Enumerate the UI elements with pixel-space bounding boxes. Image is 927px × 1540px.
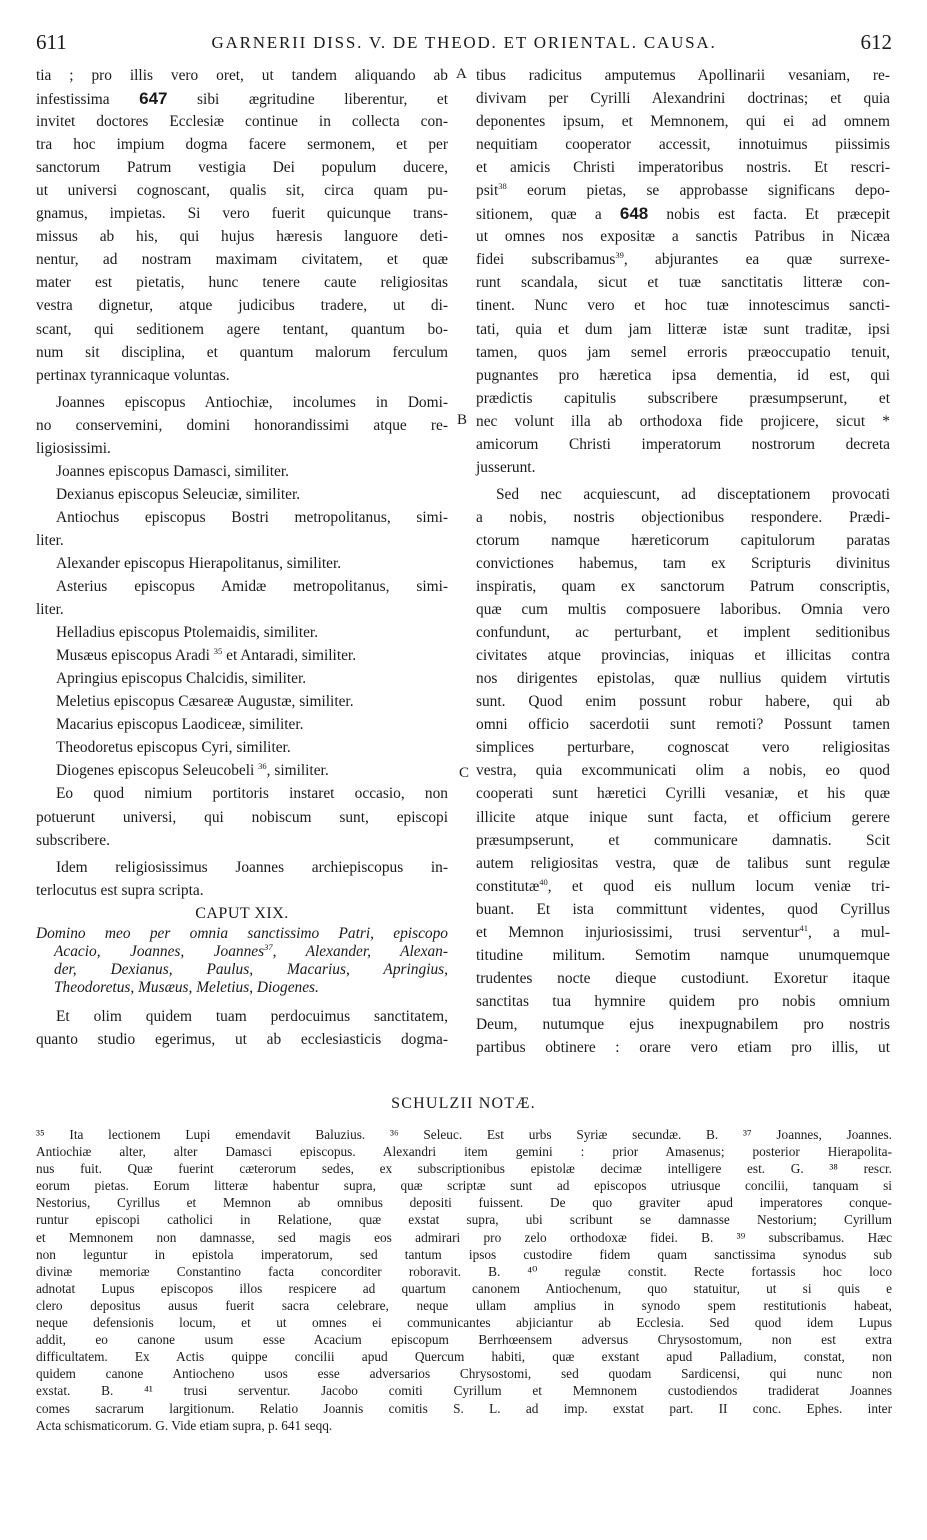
text-line: gnamus, impietas. Si vero fuerit quicunque trans- <box>36 205 448 223</box>
running-title: GARNERII DISS. V. DE THEOD. ET ORIENTAL. CAUSA. <box>211 33 717 52</box>
text-line: confundunt, ac perturbant, et implent seditionibus <box>476 624 890 642</box>
footnote-line: Acta schismaticorum. G. Vide etiam supra, p. 641 seqq. <box>36 1417 333 1433</box>
text-line: fidei subscribamus$^{39}$, abjurantes ea quæ surrexe- <box>476 250 890 269</box>
text-line: deponentes ipsum, et Memnonem, qui ei ad omnem <box>476 113 890 131</box>
margin-letter-a: A <box>456 66 467 82</box>
footnote-line: ³⁵ Ita lectionem Lupi emendavit Baluzius. ³⁶ Seleuc. Est urbs Syriæ secundæ. B. ³⁷ Joannes, Joannes. <box>36 1127 892 1142</box>
footnote-line: eorum pietas. Eorum litteræ habentur supra, quæ scriptæ sunt ad episcopos utriusque concilii, tanquam si <box>36 1178 892 1194</box>
text-line: divivam per Cyrilli Alexandrini doctrinas; et quia <box>476 90 890 108</box>
text-line: amicorum Christi imperatorum nostrorum decreta <box>476 435 890 453</box>
footnotes <box>36 1126 892 1434</box>
text-line: no conservemini, domini honorandissimi atque re- <box>36 416 448 434</box>
text-line: psit$^{38}$ eorum pietas, se approbasse significans depo- <box>476 181 890 200</box>
page-number-right: 612 <box>860 30 892 54</box>
footnote-ref: 37 <box>264 941 273 952</box>
text-line: autem religiositas vestra, quæ de talibus sunt regulæ <box>476 854 890 872</box>
text-line: jusserunt. <box>476 458 536 476</box>
footnote-ref: 41 <box>799 922 808 933</box>
text-line: buant. Et ista committunt videntes, quod Cyrillus <box>476 900 890 918</box>
text-line: missus ab his, qui hujus hæresis languore deti- <box>36 228 448 246</box>
column-number: 647 <box>139 89 168 109</box>
text-line: sanctorum Patrum vestigia Dei populum ducere, <box>36 159 448 177</box>
text-line: constitutæ$^{40}$, et quod eis nullum locum veniæ tri- <box>476 876 890 895</box>
signature-line: Antiochus episcopus Bostri metropolitanus, simi- <box>56 508 448 526</box>
footnote-line: runtur episcopi catholici in Relatione, quæ exstat supra, ubi scribunt se damnasse Nestorium; Cyrillum <box>36 1212 892 1228</box>
signature-line: Dexianus episcopus Seleuciæ, similiter. <box>56 485 301 503</box>
column-number: 648 <box>619 204 649 224</box>
left-column <box>36 64 448 1051</box>
text-line: sitionem, quæ a 648 nobis est facta. Et præcepit <box>476 204 890 224</box>
margin-letter-c: C <box>459 765 470 781</box>
signature-line: Apringius episcopus Chalcidis, similiter. <box>56 670 307 688</box>
footnote-line: adnotat Lupus episcopos illos respicere ad quartum canonem Antiochenum, quo statuitur, ut si quis e <box>36 1280 892 1296</box>
text-line: terlocutus est supra scripta. <box>36 881 204 899</box>
text-line: tati, quia et dum jam litteræ istæ sunt traditæ, ipsi <box>476 320 890 338</box>
footnote-line: et Memnonem non damnasse, sed magis eos admirari pro zelo orthodoxæ fidei. B. ³⁹ subscribamus. Hæc <box>36 1229 892 1245</box>
text-line: Domino meo per omnia sanctissimo Patri, episcopo <box>36 924 448 942</box>
text-line: tra hoc impium dogma facere sermonem, et per <box>36 136 448 154</box>
signature-line: Musæus episcopus Aradi $^{35}$ et Antaradi, similiter. <box>56 646 357 665</box>
text-line: vestra, quia excommunicati olim a nobis, eo quod <box>476 762 890 780</box>
right-column <box>476 64 890 1059</box>
text-line: illicite atque inique sunt facta, et officium gerere <box>476 808 890 826</box>
text-line: civitates atque provincias, iniquas et illicitas contra <box>476 647 890 665</box>
text-line: ctorum namque hæreticorum capitulorum paratas <box>476 531 890 549</box>
footnote-line: difficultatem. Ex Actis quippe concilii apud Quercum habiti, quæ exstant apud Palladium, constat, non <box>36 1349 892 1365</box>
text-line: partibus obtinere : orare vero etiam pro illis, ut <box>476 1038 890 1056</box>
text-line: sanctitas tua hymnire quidem pro nobis omnium <box>476 992 890 1010</box>
address-block <box>36 925 448 997</box>
text-line: pertinax tyrannicaque voluntas. <box>36 366 230 384</box>
text-line: ut universi cognoscant, qualis sit, circa quam pu- <box>36 182 448 200</box>
text-line: simplices perturbare, cognoscat vero religiositas <box>476 739 890 757</box>
footnote-line: quidem canone Antiocheno usos esse adversarios Chrysostomi, sed quodam Sardicensi, qui nunc non <box>36 1366 892 1382</box>
signature-line: Theodoretus episcopus Cyri, similiter. <box>56 739 291 757</box>
text-line: convictiones habemus, tam ex Scripturis divinitus <box>476 554 890 572</box>
page-number-left: 611 <box>36 30 67 54</box>
footnote-line: non leguntur in epistola imperatorum, sed tantum ipsos custodire fidem quam sanctissima synodus sub <box>36 1246 892 1262</box>
text-line: quanto studio egerimus, ut ab ecclesiasticis dogma- <box>36 1030 448 1048</box>
text-line: Theodoretus, Musæus, Meletius, Diogenes. <box>54 978 319 996</box>
text-line: tinent. Nunc vero et hoc tuæ innotescimus sancti- <box>476 297 890 315</box>
footnote-ref: 36 <box>258 761 267 772</box>
text-line: inspiratis, quam ex sanctorum Patrum conscriptis, <box>476 578 890 596</box>
margin-letter-b: B <box>457 412 468 428</box>
text-line: invitet doctores Ecclesiæ continue in collecta con- <box>36 113 448 131</box>
text-line: tamen, quos jam semel erroris præoccupatio tenuit, <box>476 343 890 361</box>
text-line: trudentes nocte dieque custodiunt. Exoretur itaque <box>476 969 890 987</box>
text-line: nequitiam cooperator accessit, innotuimus piissimis <box>476 136 890 154</box>
text-line: et Memnon injuriosissimi, trusi serventur$^{41}$, a mul- <box>476 922 890 941</box>
footnote-ref: 38 <box>498 181 507 192</box>
signature-line: liter. <box>36 531 64 549</box>
text-line: a nobis, nostris objectionibus respondere. Prædi- <box>476 508 890 526</box>
footnote-line: divinæ memoriæ Constantino facta concorditer roboravit. B. ⁴⁰ regulæ constit. Recte fortassis hoc loco <box>36 1263 892 1279</box>
footnote-line: comes sacrarum largitionum. Relatio Joannis comitis S. L. ad imp. exstat part. II conc. Ephes. inter <box>36 1400 892 1416</box>
text-line: nos dirigentes epistolas, quæ nullius quidem virtutis <box>476 670 890 688</box>
text-line: prædictis capitulis subscribere præsumpserunt, et <box>476 389 890 407</box>
signature-line: Diogenes episcopus Seleucobeli $^{36}$, similiter. <box>56 761 329 780</box>
text-line: num sit disciplina, et quantum malorum ferculum <box>36 343 448 361</box>
footnote-ref: 35 <box>213 646 223 657</box>
text-line: Acacio, Joannes, Joannes$^{37}$, Alexander, Alexan- <box>54 941 448 960</box>
signature-line: Asterius episcopus Amidæ metropolitanus, simi- <box>56 578 448 596</box>
text-line: potuerunt universi, qui nobiscum sunt, episcopi <box>36 808 448 826</box>
text-line: Sed nec acquiescunt, ad disceptationem provocati <box>496 485 890 503</box>
text-line: tibus radicitus amputemus Apollinarii vesaniam, re- <box>476 67 890 84</box>
footnote-line: addit, eo canone usum esse Acacium episcopum Berrhœensem adversus Chrysostomum, non est extra <box>36 1332 892 1348</box>
text-line: sunt. Quod enim possunt robur habere, qui ab <box>476 693 890 711</box>
text-line: Joannes episcopus Antiochiæ, incolumes in Domi- <box>56 393 448 411</box>
footnote-line: clero depositus ausus fuerit sacra celebrare, neque ullam amplius in synodo spem restitutionis habeat, <box>36 1297 892 1313</box>
text-line: nentur, ad nostram maximam civitatem, et quæ <box>36 251 448 269</box>
text-line: titudine militum. Semotim namque unumquemque <box>476 946 890 964</box>
footnote-line: Nestorius, Cyrillus et Memnon ab omnibus depositi fuissent. De quo graviter apud imperatores conque- <box>36 1195 892 1211</box>
text-line: mater est pietatis, hunc tenere caute religiositas <box>36 274 448 292</box>
text-line: præsumpserunt, et communicare damnatis. Scit <box>476 831 890 849</box>
chapter-heading: CAPUT XIX. <box>195 904 289 922</box>
signature-line: Alexander episcopus Hierapolitanus, similiter. <box>56 554 342 572</box>
text-line: Deum, nutumque ejus inexpugnabilem pro nostris <box>476 1015 890 1033</box>
text-line: nec volunt illa ab orthodoxa fide projicere, sicut * <box>476 412 890 430</box>
text-line: Idem religiosissimus Joannes archiepiscopus in- <box>56 858 448 876</box>
text-line: pugnantes pro hæretica ipsa dementia, id est, qui <box>476 366 890 384</box>
footnote-ref: 40 <box>539 876 548 887</box>
footnote-line: nus fuit. Quæ fuerint cæterorum sedes, ex subscriptionibus epistolæ decimæ intelligere est. G. ³⁸ rescr. <box>36 1161 892 1177</box>
footnote-line: neque defensionis locum, et ut omnes ei communicantes abjiciantur ab Ecclesia. Sed quod idem Lupus <box>36 1315 892 1331</box>
signature-line: Helladius episcopus Ptolemaidis, similiter. <box>56 624 319 642</box>
signature-line: Macarius episcopus Laodiceæ, similiter. <box>56 716 304 734</box>
text-line: runt scandala, sicut et tuæ sanctitatis litteræ con- <box>476 274 890 292</box>
footnote-line: Antiochiæ alter, alter Damasci episcopus. Alexandri item gemini : prior Amasenus; posterior Hierapolita- <box>36 1144 892 1160</box>
text-line: tia ; pro illis vero oret, ut tandem aliquando ab <box>36 67 448 84</box>
text-line: cooperati sunt hæretici Cyrilli vesaniæ, et his quæ <box>476 785 890 803</box>
text-line: infestissima 647 sibi ægritudine liberentur, et <box>36 89 449 109</box>
text-line: Eo quod nimium portitoris instaret occasio, non <box>56 785 448 803</box>
page-header <box>36 30 892 56</box>
text-line: der, Dexianus, Paulus, Macarius, Apringius, <box>54 960 448 978</box>
footnote-ref: 39 <box>615 250 624 261</box>
text-line: ligiosissimi. <box>36 439 111 457</box>
signature-line: Meletius episcopus Cæsareæ Augustæ, similiter. <box>56 693 354 711</box>
text-line: omni officio sacerdotii sunt remoti? Possunt tamen <box>476 716 890 734</box>
text-line: vestra dignetur, atque judicibus tradere, ut di- <box>36 297 448 315</box>
text-line: scant, qui seditionem agere tentant, quantum bo- <box>36 320 448 338</box>
footnote-line: exstat. B. ⁴¹ trusi serventur. Jacobo comiti Cyrillum et Memnonem custodiendos tradiderat Joannes <box>36 1383 892 1399</box>
text-line: et amicis Christi imperatoribus nostris. Et rescri- <box>476 159 890 177</box>
text-line: subscribere. <box>36 831 110 849</box>
signature-line: liter. <box>36 601 64 619</box>
text-line: Et olim quidem tuam perdocuimus sanctitatem, <box>56 1007 448 1025</box>
notes-heading: SCHULZII NOTÆ. <box>391 1095 536 1112</box>
text-line: ut omnes nos expositæ a sanctis Patribus in Nicæa <box>476 228 890 246</box>
text-line: quæ cum multis composuere laboribus. Omnia vero <box>476 601 890 619</box>
signature-line: Joannes episcopus Damasci, similiter. <box>56 462 289 480</box>
